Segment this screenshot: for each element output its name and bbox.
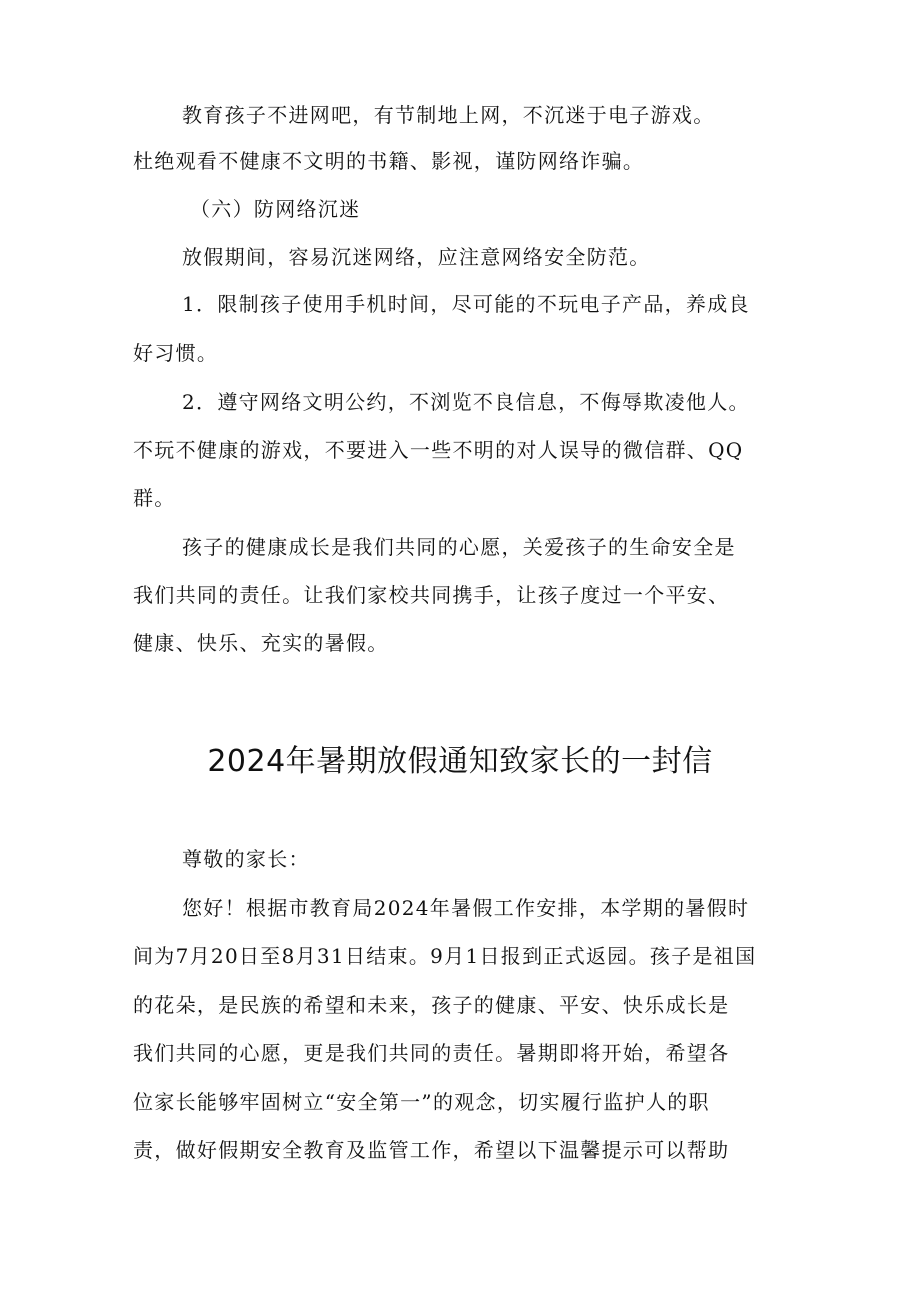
closing-line: 我们共同的责任。让我们家校共同携手，让孩子度过一个平安、 [133, 583, 730, 607]
list-item-1-line: 1．限制孩子使用手机时间，尽可能的不玩电子产品，养成良 [182, 292, 750, 316]
body-line: 教育孩子不进网吧，有节制地上网，不沉迷于电子游戏。 [182, 103, 715, 127]
list-item-2-line: 不玩不健康的游戏，不要进入一些不明的对人误导的微信群、QQ [133, 438, 744, 462]
letter-greeting: 尊敬的家长： [182, 847, 310, 871]
letter-title: 2024年暑期放假通知致家长的一封信 [207, 744, 713, 779]
letter-body-line: 位家长能够牢固树立“安全第一”的观念，切实履行监护人的职 [133, 1090, 710, 1114]
letter-body-line: 您好！根据市教育局2024年暑假工作安排，本学期的暑假时 [182, 896, 750, 920]
closing-line: 孩子的健康成长是我们共同的心愿，关爱孩子的生命安全是 [182, 535, 736, 559]
letter-body-line: 的花朵，是民族的希望和未来，孩子的健康、平安、快乐成长是 [133, 993, 730, 1017]
section-heading: （六）防网络沉迷 [190, 197, 361, 221]
body-line: 杜绝观看不健康不文明的书籍、影视，谨防网络诈骗。 [133, 149, 645, 173]
letter-body-line: 责，做好假期安全教育及监管工作，希望以下温馨提示可以帮助 [133, 1138, 730, 1162]
list-item-2-line: 2．遵守网络文明公约，不浏览不良信息，不侮辱欺凌他人。 [182, 390, 750, 414]
body-line: 放假期间，容易沉迷网络，应注意网络安全防范。 [182, 245, 651, 269]
letter-body-line: 我们共同的心愿，更是我们共同的责任。暑期即将开始，希望各 [133, 1041, 730, 1065]
letter-body-line: 间为7月20日至8月31日结束。9月1日报到正式返园。孩子是祖国 [133, 944, 757, 968]
list-item-2-line: 群。 [133, 486, 176, 510]
list-item-1-line: 好习惯。 [133, 341, 219, 365]
closing-line: 健康、快乐、充实的暑假。 [133, 631, 389, 655]
